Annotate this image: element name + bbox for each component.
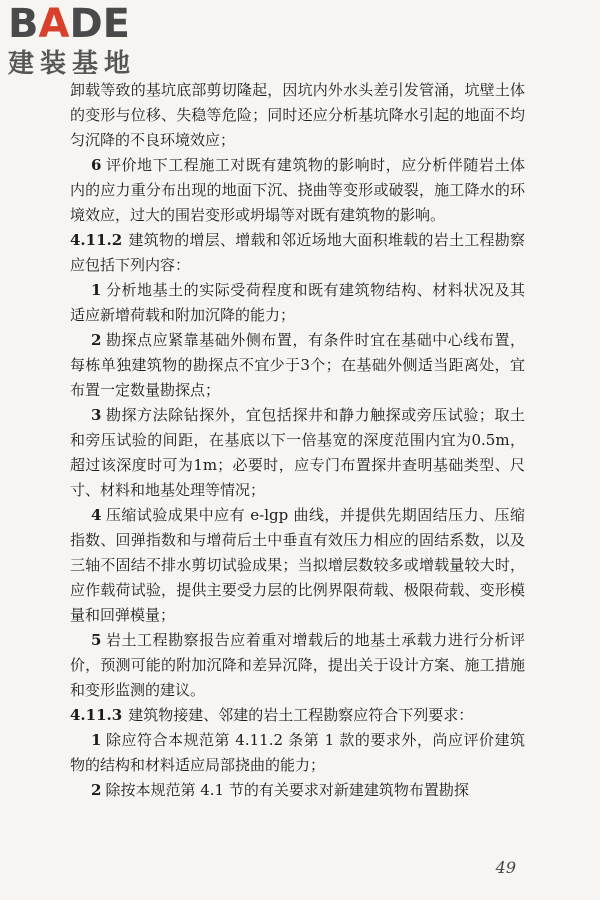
paragraph-text: 卸载等致的基坑底部剪切隆起，因坑内外水头差引发管涌，坑壁土体的变形与位移、失稳等危险；同时还应分析基坑降水引起的地面不均匀沉降的不良环境效应； — [70, 81, 525, 149]
logo-subtitle: 建装基地 — [8, 49, 137, 79]
paragraph-4113 — [70, 703, 525, 728]
paragraph-text: 建筑物的增层、增载和邻近场地大面积堆载的岩土工程勘察应包括下列内容： — [70, 231, 525, 274]
item-number: 2 — [91, 781, 102, 799]
paragraph-text: 勘探方法除钻探外，宜包括探井和静力触探或旁压试验；取土和旁压试验的间距，在基底以下一倍基宽的深度范围内宜为0.5m，超过该深度时可为1m；必要时，应专门布置探井查明基础类型、尺寸、材料和地基处理等情况； — [70, 406, 525, 499]
paragraph-6 — [70, 153, 525, 228]
paragraph-2a — [70, 328, 525, 403]
logo-accent-letter: A — [38, 1, 70, 47]
paragraph-text: 除应符合本规范第 4.11.2 条第 1 款的要求外，尚应评价建筑物的结构和材料适应局部挠曲的能力； — [70, 731, 525, 774]
paragraph-cont — [70, 78, 525, 153]
paragraph-3a — [70, 403, 525, 503]
paragraph-4a — [70, 503, 525, 628]
logo — [8, 2, 178, 80]
paragraph-1b — [70, 728, 525, 778]
paragraph-4112 — [70, 228, 525, 278]
paragraph-text: 建筑物接建、邻建的岩土工程勘察应符合下列要求： — [128, 706, 474, 724]
page-number: 49 — [495, 858, 516, 877]
paragraph-1a — [70, 278, 525, 328]
paragraph-text: 除按本规范第 4.1 节的有关要求对新建建筑物布置勘探 — [105, 781, 469, 799]
section-number: 4.11.2 — [70, 231, 123, 249]
paragraph-text: 岩土工程勘察报告应着重对增载后的地基土承载力进行分析评价，预测可能的附加沉降和差异沉降，提出关于设计方案、施工措施和变形监测的建议。 — [70, 631, 525, 699]
paragraph-5a — [70, 628, 525, 703]
item-number: 1 — [91, 731, 102, 749]
item-number: 4 — [91, 506, 102, 524]
paragraph-text: 分析地基土的实际受荷程度和既有建筑物结构、材料状况及其适应新增荷载和附加沉降的能力； — [70, 281, 525, 324]
item-number: 2 — [91, 331, 102, 349]
item-number: 5 — [91, 631, 102, 649]
paragraph-2b — [70, 778, 525, 803]
item-number: 1 — [91, 281, 102, 299]
item-number: 6 — [91, 156, 102, 174]
section-number: 4.11.3 — [70, 706, 123, 724]
paragraph-text: 压缩试验成果中应有 e-lgp 曲线，并提供先期固结压力、压缩指数、回弹指数和与增荷后土中垂直有效压力相应的固结系数，以及三轴不固结不排水剪切试验成果；当拟增层数较多或增载量较大时，应作载荷试验，提供主要受力层的比例界限荷载、极限荷载、变形模量和回弹模量； — [70, 506, 525, 624]
paragraph-text: 评价地下工程施工对既有建筑物的影响时，应分析伴随岩土体内的应力重分布出现的地面下沉、挠曲等变形或破裂，施工降水的环境效应，过大的围岩变形或坍塌等对既有建筑物的影响。 — [70, 156, 525, 224]
logo-wordmark: BADE — [8, 1, 130, 47]
document-body — [70, 78, 525, 803]
paragraph-text: 勘探点应紧靠基础外侧布置，有条件时宜在基础中心线布置，每栋单独建筑物的勘探点不宜少于3个；在基础外侧适当距离处，宜布置一定数量勘探点； — [70, 331, 525, 399]
item-number: 3 — [91, 406, 102, 424]
